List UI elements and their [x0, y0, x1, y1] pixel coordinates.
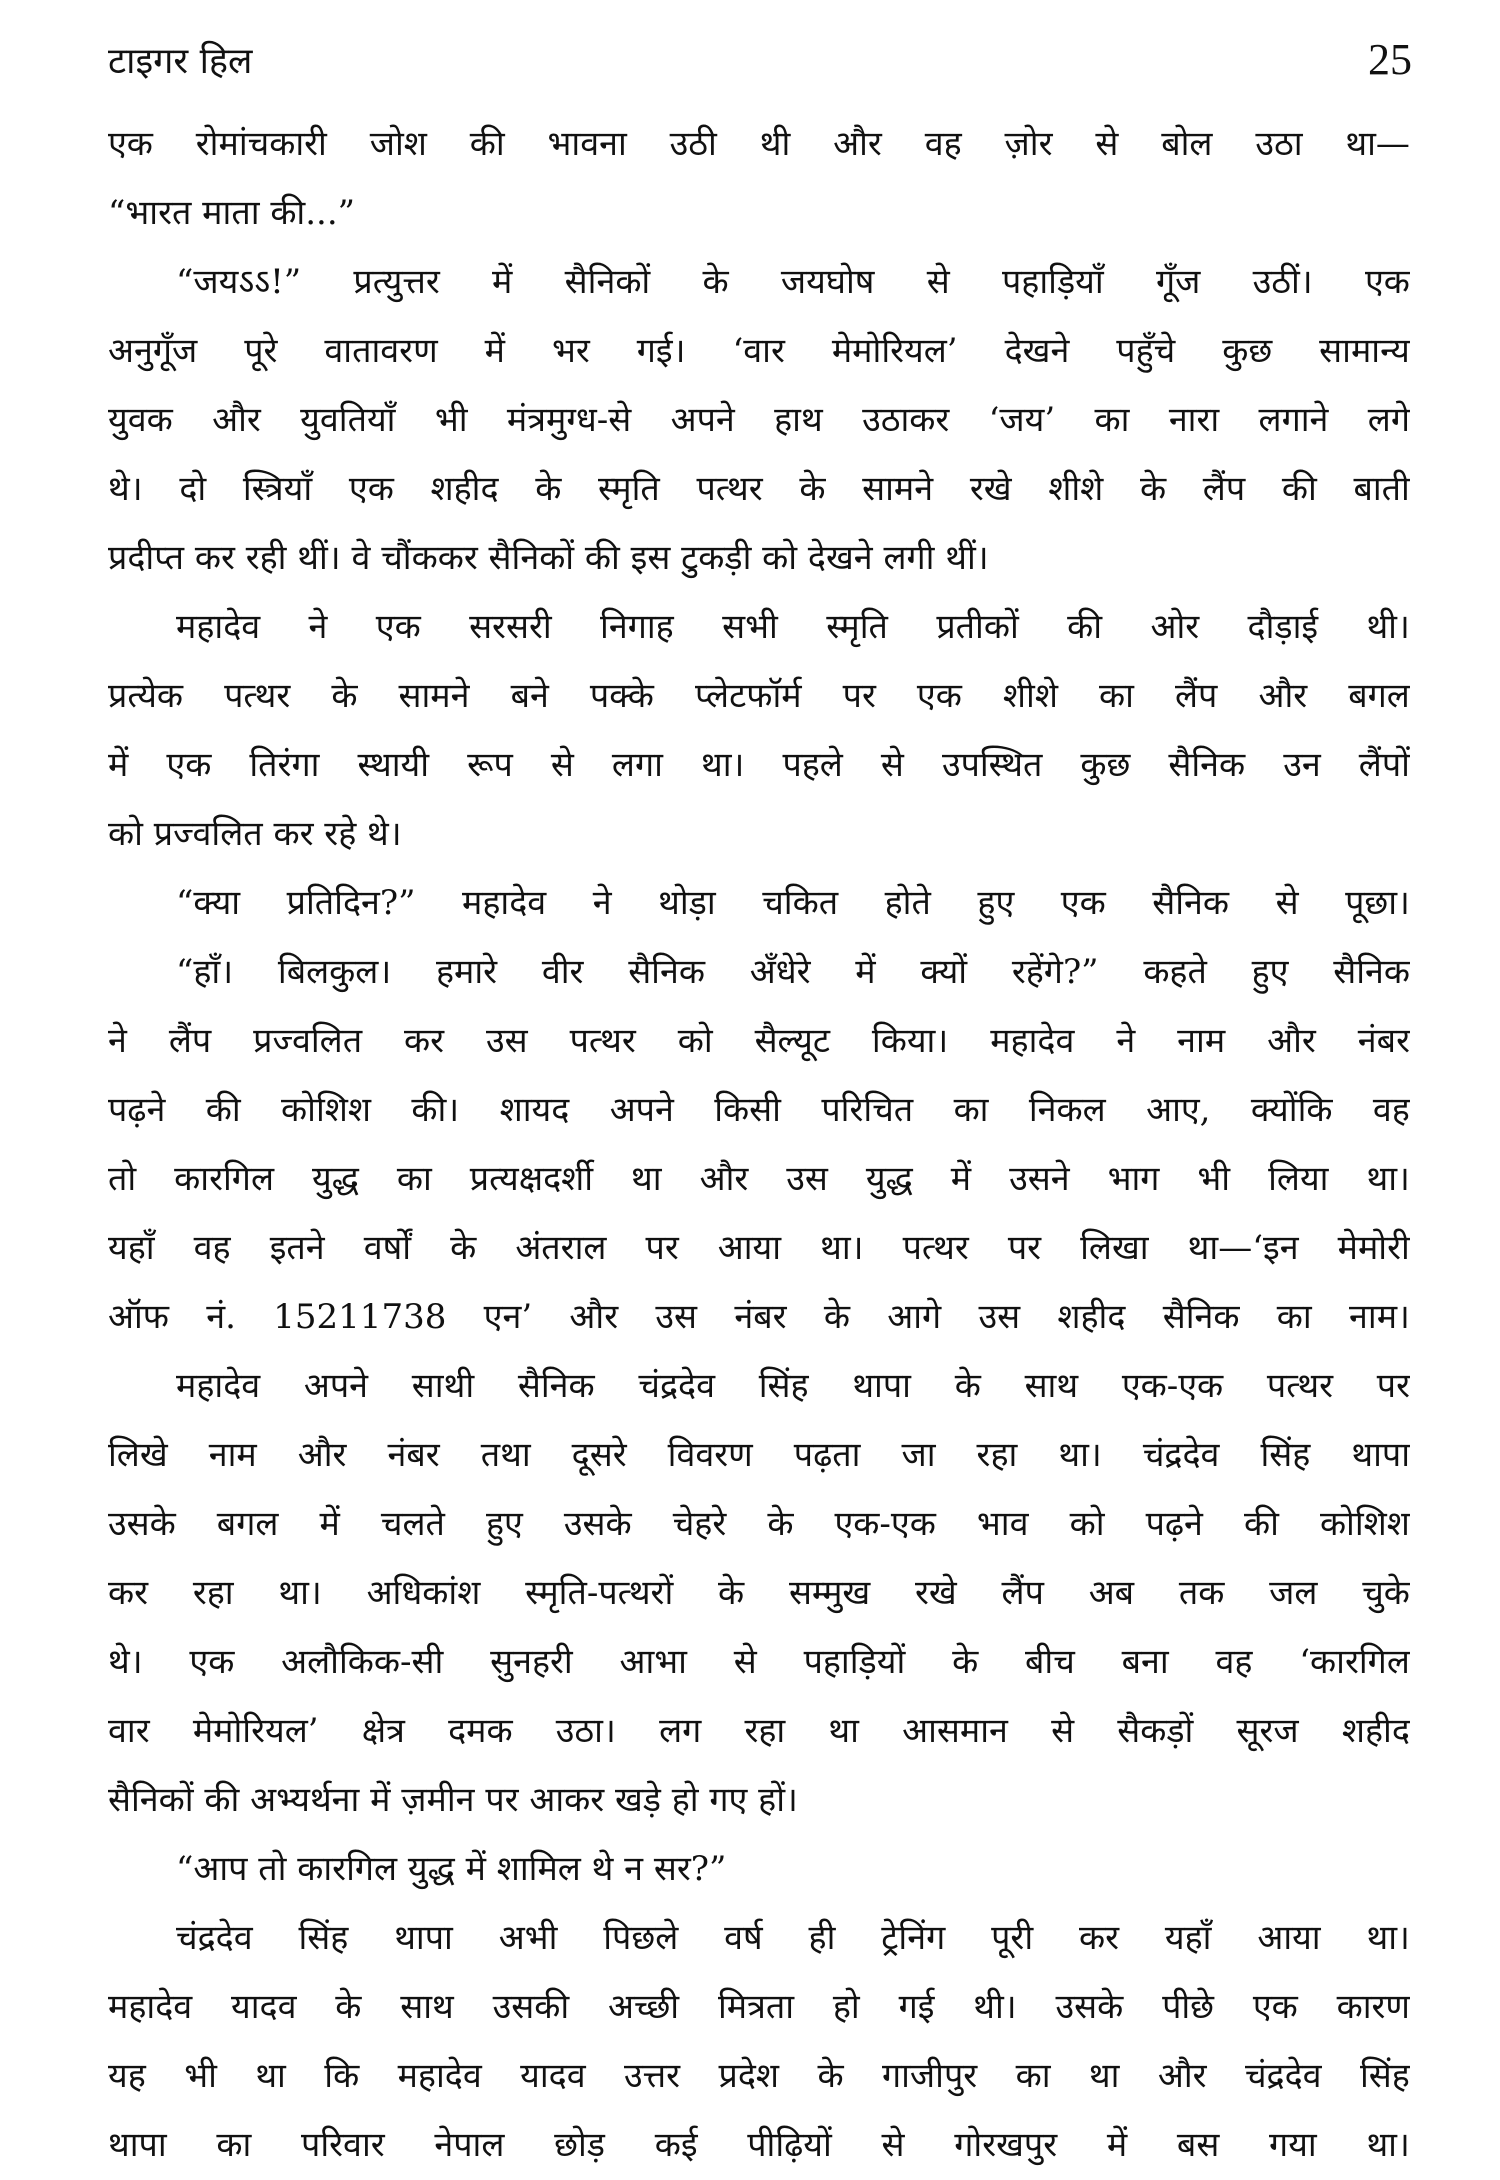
text-line: एक रोमांचकारी जोश की भावना उठी थी और वह ज़ोर से बोल उठा था—	[108, 124, 1410, 164]
text-line: प्रत्येक पत्थर के सामने बने पक्के प्लेटफॉर्म पर एक शीशे का लैंप और बगल	[108, 676, 1410, 716]
text-line: को प्रज्वलित कर रहे थे।	[108, 814, 402, 854]
text-line: चंद्रदेव सिंह थापा अभी पिछले वर्ष ही ट्रेनिंग पूरी कर यहाँ आया था।	[176, 1918, 1410, 1958]
text-line: उसके बगल में चलते हुए उसके चेहरे के एक-एक भाव को पढ़ने की कोशिश	[108, 1504, 1410, 1544]
text-line: थापा का परिवार नेपाल छोड़ कई पीढ़ियों से गोरखपुर में बस गया था।	[108, 2125, 1410, 2165]
text-line: लिखे नाम और नंबर तथा दूसरे विवरण पढ़ता जा रहा था। चंद्रदेव सिंह थापा	[108, 1435, 1410, 1475]
text-line: ऑफ नं. 15211738 एन’ और उस नंबर के आगे उस शहीद सैनिक का नाम।	[108, 1297, 1410, 1337]
text-line: थे। दो स्त्रियाँ एक शहीद के स्मृति पत्थर के सामने रखे शीशे के लैंप की बाती	[108, 469, 1410, 509]
text-line: महादेव ने एक सरसरी निगाह सभी स्मृति प्रतीकों की ओर दौड़ाई थी।	[176, 607, 1410, 647]
page-number: 25	[1368, 35, 1412, 84]
text-line: वार मेमोरियल’ क्षेत्र दमक उठा। लग रहा था आसमान से सैकड़ों सूरज शहीद	[108, 1711, 1410, 1751]
text-line: “क्या प्रतिदिन?” महादेव ने थोड़ा चकित होते हुए एक सैनिक से पूछा।	[176, 883, 1410, 923]
text-line: में एक तिरंगा स्थायी रूप से लगा था। पहले से उपस्थित कुछ सैनिक उन लैंपों	[108, 745, 1410, 785]
text-line: यह भी था कि महादेव यादव उत्तर प्रदेश के गाजीपुर का था और चंद्रदेव सिंह	[108, 2056, 1410, 2096]
text-line: अनुगूँज पूरे वातावरण में भर गई। ‘वार मेमोरियल’ देखने पहुँचे कुछ सामान्य	[108, 331, 1410, 371]
text-line: “हाँ। बिलकुल। हमारे वीर सैनिक अँधेरे में क्यों रहेंगे?” कहते हुए सैनिक	[176, 952, 1410, 992]
text-line: महादेव यादव के साथ उसकी अच्छी मित्रता हो गई थी। उसके पीछे एक कारण	[108, 1987, 1410, 2027]
running-head-title: टाइगर हिल	[108, 41, 253, 82]
text-line: यहाँ वह इतने वर्षों के अंतराल पर आया था। पत्थर पर लिखा था—‘इन मेमोरी	[108, 1228, 1410, 1268]
text-line: युवक और युवतियाँ भी मंत्रमुग्ध-से अपने हाथ उठाकर ‘जय’ का नारा लगाने लगे	[108, 400, 1410, 440]
text-line: सैनिकों की अभ्यर्थना में ज़मीन पर आकर खड़े हो गए हों।	[108, 1780, 798, 1820]
text-line: पढ़ने की कोशिश की। शायद अपने किसी परिचित का निकल आए, क्योंकि वह	[108, 1090, 1410, 1130]
text-line: “भारत माता की...”	[108, 193, 356, 233]
text-line: तो कारगिल युद्ध का प्रत्यक्षदर्शी था और उस युद्ध में उसने भाग भी लिया था।	[108, 1159, 1410, 1199]
text-line: कर रहा था। अधिकांश स्मृति-पत्थरों के सम्मुख रखे लैंप अब तक जल चुके	[108, 1573, 1410, 1613]
text-line: महादेव अपने साथी सैनिक चंद्रदेव सिंह थापा के साथ एक-एक पत्थर पर	[176, 1366, 1410, 1406]
text-line: थे। एक अलौकिक-सी सुनहरी आभा से पहाड़ियों के बीच बना वह ‘कारगिल	[108, 1642, 1410, 1682]
text-line: ने लैंप प्रज्वलित कर उस पत्थर को सैल्यूट किया। महादेव ने नाम और नंबर	[108, 1021, 1410, 1061]
text-line: “आप तो कारगिल युद्ध में शामिल थे न सर?”	[176, 1849, 727, 1889]
text-line: “जयऽऽ!” प्रत्युत्तर में सैनिकों के जयघोष से पहाड़ियाँ गूँज उठीं। एक	[176, 262, 1410, 302]
text-line: प्रदीप्त कर रही थीं। वे चौंककर सैनिकों की इस टुकड़ी को देखने लगी थीं।	[108, 538, 989, 578]
body-text	[108, 110, 1410, 2180]
